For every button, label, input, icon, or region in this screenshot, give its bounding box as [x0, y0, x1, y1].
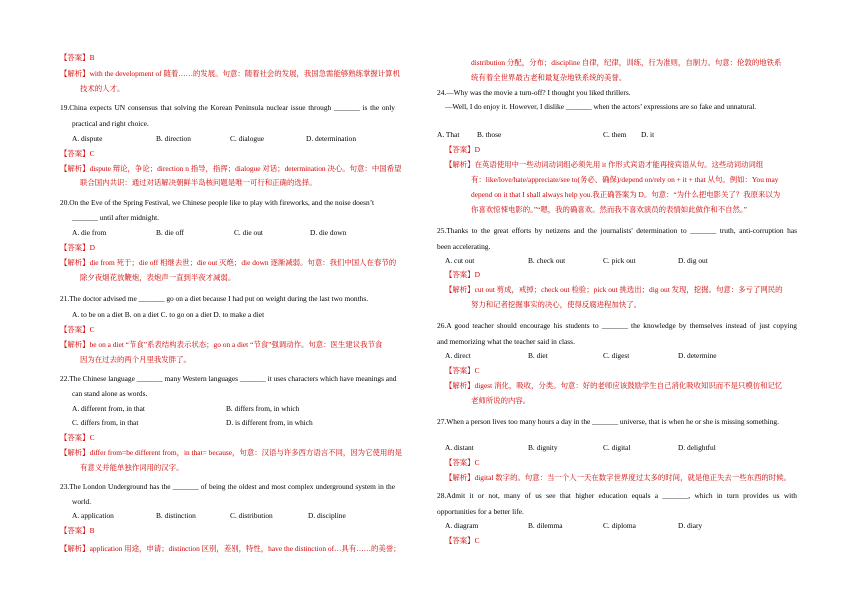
explanation-text: depend on it that I shall always help you.我正确答案为 D。句意：“为什么把电影关了？我原来以为	[471, 190, 781, 199]
question-21: 21.The doctor advised me _______ go on a diet because I had put on weight during the last two months.	[60, 294, 369, 303]
question-23-cont: world.	[72, 497, 92, 506]
question-28-cont: opportunities for a better life.	[437, 507, 524, 516]
explanation-text: 除夕夜烟花放鞭炮，表炮声一直到半夜才减弱。	[80, 273, 236, 282]
answer-label: 【答案】D	[445, 270, 480, 279]
question-22: 22.The Chinese language _______ many Western languages _______ it uses characters which have meanings and	[60, 374, 397, 383]
option-a: A. different from, in that	[72, 404, 145, 413]
question-22-cont: can stand alone as words.	[72, 389, 148, 398]
option-b: B. die off	[156, 228, 184, 237]
option-c: C. them	[603, 130, 627, 139]
option-a: A. dispute	[72, 134, 103, 143]
option-d: D. delightful	[678, 443, 716, 452]
option-b: B. check out	[528, 256, 566, 265]
option-c: C. digital	[603, 443, 631, 452]
option-c: C. digest	[603, 351, 630, 360]
answer-label: 【答案】C	[60, 325, 95, 334]
explanation-text: 【解析】dispute 辩论，争论；direction n 指导，指挥；dialogue 对话；determination 决心。句意：中国希望	[60, 164, 402, 173]
option-c: C. die out	[234, 228, 263, 237]
explanation-text: 因为在过去的两个月里我发胖了。	[80, 355, 191, 364]
option-d: D. is different from, in which	[226, 418, 313, 427]
option-a: A. diagram	[445, 521, 479, 530]
option-b: B. differs from, in which	[226, 404, 300, 413]
question-24: 24.—Why was the movie a turn-off? I thought you liked thrillers.	[437, 88, 631, 97]
option-c: C. pick out	[603, 256, 636, 265]
answer-label: 【答案】C	[60, 433, 95, 442]
option-c: C. dialogue	[230, 134, 265, 143]
explanation-text: 【解析】cut out 剪成，戒掉；check out 检验；pick out 挑选出；dig out 发现，挖掘。句意：多亏了网民的	[445, 285, 783, 294]
option-b: B. distinction	[156, 511, 196, 520]
answer-label: 【答案】C	[445, 366, 480, 375]
option-c: C. diploma	[603, 521, 636, 530]
option-d: D. determine	[678, 351, 717, 360]
question-28: 28.Admit it or not, many of us see that higher education equals a _______, which in turn provides us with	[437, 491, 797, 500]
explanation-text: 【解析】digest 消化，吸收，分类。句意：好的老师应该鼓励学生自己消化吸收知识而不是只模仿和记忆	[445, 381, 783, 390]
option-b: B. dilemma	[528, 521, 563, 530]
option-b: B. dignity	[528, 443, 558, 452]
answer-label: 【答案】B	[60, 53, 95, 62]
explanation-text: 【解析】be on a diet “节食”系表结构表示状态；go on a diet “节食”强调动作。句意：医生建议我节食	[60, 340, 383, 349]
question-19-cont: practical and right choice.	[72, 119, 149, 128]
question-20: 20.On the Eve of the Spring Festival, we Chinese people like to play with fireworks, and the noise doesn’t	[60, 198, 375, 207]
explanation-text: 技术的人才。	[80, 84, 125, 93]
option-b: B. those	[477, 130, 502, 139]
option-c: C. differs from, in that	[72, 418, 139, 427]
explanation-text: 【解析】differ from=be different from，in that= because，句意：汉语与许多西方语言不同，因为它使用的是	[60, 448, 403, 457]
option-a: A. direct	[445, 351, 471, 360]
option-b: B. direction	[156, 134, 191, 143]
question-26: 26.A good teacher should encourage his students to _______ the knowledge by themselves instead of just copying	[437, 321, 797, 330]
explanation-text: 【解析】die from 死于；die off 相继去世；die out 灭绝；die down 逐渐减弱。句意：我们中国人在春节的	[60, 258, 397, 267]
explanation-text: 努力和记者挖掘事实的决心，使得反腐进程加快了。	[471, 300, 641, 309]
question-20-cont: _______ until after midnight.	[72, 213, 160, 222]
option-d: D. determination	[306, 134, 357, 143]
question-27: 27.When a person lives too many hours a day in the _______ universe, that is when he or she is missing something.	[437, 417, 779, 426]
explanation-text: 统有着全世界最古老和最复杂地铁系统的美誉。	[471, 73, 627, 82]
left-column	[60, 0, 403, 608]
explanation-text: 有：like/love/hate/appreciate/see to(务必、确保)/depend on/rely on + it + that 从句。例如：You may	[471, 175, 779, 184]
explanation-text: 【解析】digital 数字的。句意：当一个人一天在数字世界度过太多的时间，就是他正失去一些东西的时候。	[445, 473, 791, 482]
answer-label: 【答案】D	[60, 243, 95, 252]
option-b: B. diet	[528, 351, 548, 360]
option-d: D. die down	[310, 228, 347, 237]
explanation-text: distribution 分配，分布；discipline 自律，纪律，训练，行为准则，自制力。句意：伦敦的地铁系	[471, 58, 782, 67]
answer-label: 【答案】C	[445, 458, 480, 467]
option-a: A. That	[437, 130, 460, 139]
explanation-text: 【解析】application 用途，申请；distinction 区别，差别，特性，have the distinction of…具有……的美誉；	[60, 544, 401, 553]
question-19: 19.China expects UN consensus that solving the Korean Peninsula nuclear issue through _______ is the only	[60, 103, 395, 112]
question-24-cont: —Well, I do enjoy it. However, I dislike _______ when the actors’ expressions are so fake and unnatural.	[445, 102, 757, 111]
answer-label: 【答案】C	[60, 149, 95, 158]
explanation-text: 联合国内共识：通过对话解决朝鲜半岛核问题是唯一可行和正确的选择。	[80, 178, 317, 187]
option-a: A. distant	[445, 443, 474, 452]
explanation-text: 【解析】在英语使用中一些动词动词组必须先用 it 作形式宾语才能再接宾语从句。这些动词动词组	[445, 160, 764, 169]
answer-label: 【答案】B	[60, 526, 95, 535]
option-d: D. dig out	[678, 256, 708, 265]
answer-label: 【答案】D	[445, 145, 480, 154]
option-d: D. discipline	[308, 511, 346, 520]
explanation-text: 你喜欢惊悚电影的。”“嗯，我的确喜欢。然而我不喜欢演员的表情如此做作和不自然。”	[471, 205, 747, 214]
right-column	[437, 0, 797, 608]
question-26-cont: and memorizing what the teacher said in class.	[437, 337, 575, 346]
option-d: D. it	[641, 130, 655, 139]
question-25-cont: been accelerating.	[437, 242, 491, 251]
question-25: 25.Thanks to the great efforts by netizens and the journalists' determination to _______ truth, anti-corruption has	[437, 226, 797, 235]
question-23: 23.The London Underground has the _______ of being the oldest and most complex underground system in the	[60, 482, 395, 491]
explanation-text: 【解析】with the development of 随着……的发展。句意：随着社会的发展，我国急需能够熟练掌握计算机	[60, 69, 400, 78]
option-c: C. distribution	[230, 511, 273, 520]
question-21-options: A. to be on a diet B. on a diet C. to go on a diet D. to make a diet	[72, 310, 265, 319]
explanation-text: 有意义并能单独作词用的汉字。	[80, 463, 184, 472]
option-a: A. cut out	[445, 256, 475, 265]
option-d: D. diary	[678, 521, 703, 530]
option-a: A. application	[72, 511, 114, 520]
option-a: A. die from	[72, 228, 107, 237]
answer-label: 【答案】C	[445, 536, 480, 545]
explanation-text: 老师所说的内容。	[471, 396, 531, 405]
